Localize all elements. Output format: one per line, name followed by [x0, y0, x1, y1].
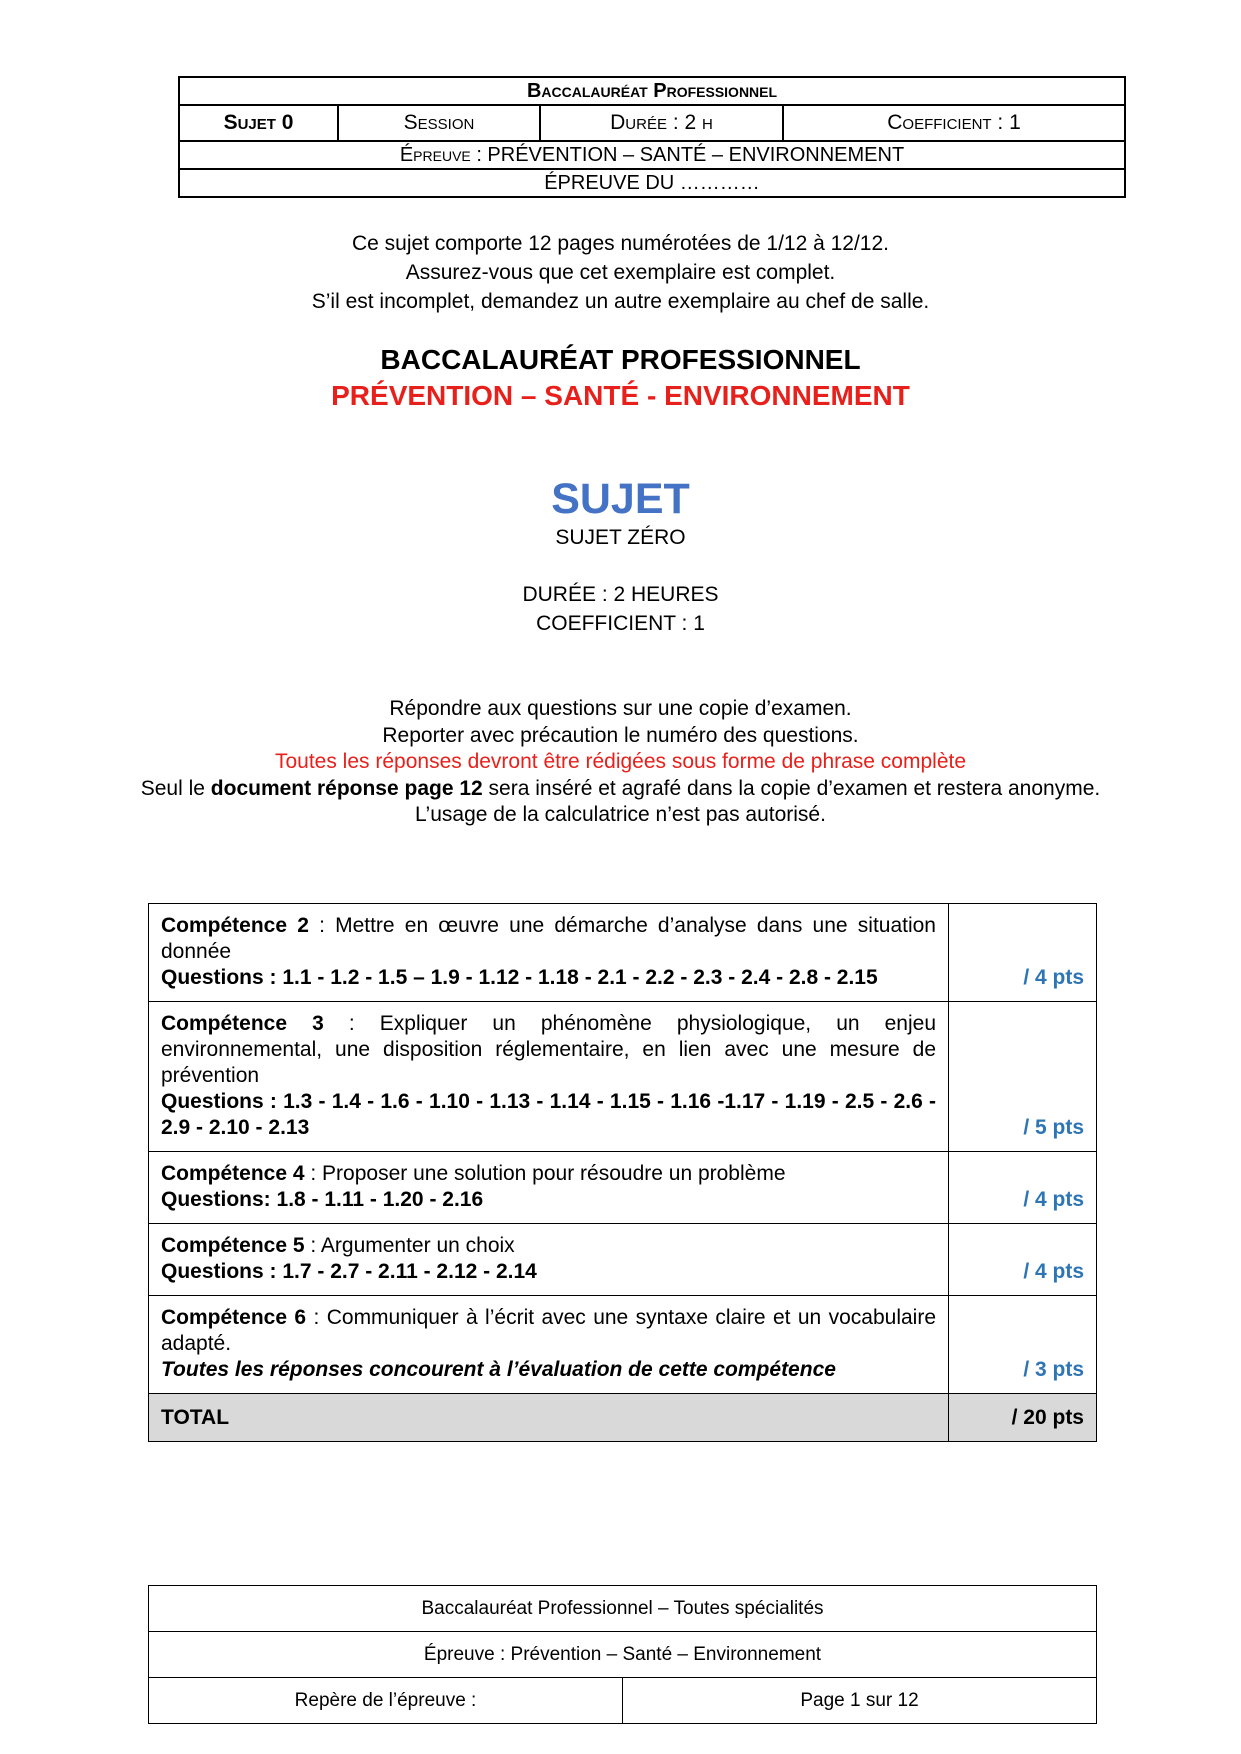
- instruction-line-2: Reporter avec précaution le numéro des questions.: [382, 723, 859, 747]
- competence-points: / 4 pts: [949, 1224, 1097, 1296]
- competence-row: [149, 1224, 1097, 1296]
- footer-table: [148, 1585, 1097, 1724]
- header-epreuve-value: : PRÉVENTION – SANTÉ – ENVIRONNEMENT: [470, 144, 905, 166]
- header-sujet: Sujet 0: [179, 105, 338, 141]
- competence-name: Compétence 2: [161, 914, 309, 937]
- title-bac: BACCALAURÉAT PROFESSIONNEL: [380, 344, 861, 375]
- header-coefficient: Coefficient : 1: [783, 105, 1125, 141]
- header-epreuve-du: ÉPREUVE DU …………: [179, 169, 1125, 197]
- competence-desc: [149, 1224, 949, 1296]
- instruction-line-4-post: sera inséré et agrafé dans la copie d’examen et restera anonyme.: [482, 776, 1101, 800]
- header-epreuve: [179, 141, 1125, 169]
- intro-line-3: S’il est incomplet, demandez un autre exemplaire au chef de salle.: [311, 290, 930, 313]
- instruction-line-4-pre: Seul le: [140, 776, 211, 800]
- header-duree: Durée : 2 h: [540, 105, 783, 141]
- competence-points: / 3 pts: [949, 1296, 1097, 1394]
- competence-name: Compétence 6: [161, 1306, 307, 1329]
- competence-name: Compétence 4: [161, 1162, 305, 1185]
- competence-text: : Proposer une solution pour résoudre un problème: [304, 1162, 786, 1185]
- competence-text: : Mettre en œuvre une démarche d’analyse dans une situation donnée: [161, 914, 936, 963]
- instruction-line-4: [121, 776, 1121, 803]
- competence-desc: [149, 1296, 949, 1394]
- competence-points: / 4 pts: [949, 1152, 1097, 1224]
- total-row: [149, 1394, 1097, 1442]
- intro-block: [0, 229, 1241, 316]
- competence-points: / 4 pts: [949, 904, 1097, 1002]
- header-title: Baccalauréat Professionnel: [179, 77, 1125, 105]
- sujet-zero: SUJET ZÉRO: [555, 526, 686, 549]
- header-session: Session: [338, 105, 540, 141]
- header-epreuve-label: Épreuve: [399, 144, 471, 166]
- competence-text: : Argumenter un choix: [304, 1234, 515, 1257]
- competence-desc: [149, 904, 949, 1002]
- instruction-document-reponse: document réponse page 12: [210, 776, 483, 800]
- instructions-block: [0, 696, 1241, 829]
- duree-heures: DURÉE : 2 HEURES: [522, 583, 719, 606]
- competence-questions: Questions : 1.3 - 1.4 - 1.6 - 1.10 - 1.13 - 1.14 - 1.15 - 1.16 -1.17 - 1.19 - 2.5 - 2.6 - 2.9 - 2.10 - 2.13: [161, 1090, 936, 1139]
- coefficient-line: COEFFICIENT : 1: [536, 612, 705, 635]
- instruction-line-5: L’usage de la calculatrice n’est pas autorisé.: [415, 803, 826, 826]
- competence-row: [149, 1152, 1097, 1224]
- competence-name: Compétence 5: [161, 1234, 305, 1257]
- competence-questions: Questions : 1.1 - 1.2 - 1.5 – 1.9 - 1.12 - 1.18 - 2.1 - 2.2 - 2.3 - 2.4 - 2.8 - 2.15: [161, 966, 878, 989]
- footer-repere: Repère de l’épreuve :: [149, 1678, 623, 1724]
- competence-name: Compétence 3: [161, 1012, 324, 1035]
- intro-line-2: Assurez-vous que cet exemplaire est complet.: [405, 261, 836, 284]
- competence-row: [149, 1002, 1097, 1152]
- total-points: / 20 pts: [949, 1394, 1097, 1442]
- competences-table: [148, 903, 1097, 1442]
- competence-row: [149, 1296, 1097, 1394]
- footer-epreuve: Épreuve : Prévention – Santé – Environnement: [149, 1632, 1097, 1678]
- total-label: TOTAL: [149, 1394, 949, 1442]
- footer-page-number: Page 1 sur 12: [623, 1678, 1097, 1724]
- competence-questions: Toutes les réponses concourent à l’évaluation de cette compétence: [161, 1358, 836, 1381]
- competence-desc: [149, 1152, 949, 1224]
- exam-header-table: [178, 76, 1126, 198]
- competence-questions: Questions: 1.8 - 1.11 - 1.20 - 2.16: [161, 1188, 484, 1211]
- competence-text: : Communiquer à l’écrit avec une syntaxe claire et un vocabulaire adapté.: [161, 1306, 937, 1355]
- competence-questions: Questions : 1.7 - 2.7 - 2.11 - 2.12 - 2.14: [161, 1260, 537, 1283]
- intro-line-1: Ce sujet comporte 12 pages numérotées de 1/12 à 12/12.: [351, 232, 890, 255]
- competence-text: : Expliquer un phénomène physiologique, un enjeu environnemental, une disposition réglementaire, en lien avec une mesure de prévention: [161, 1012, 937, 1087]
- competence-desc: [149, 1002, 949, 1152]
- title-pse: PRÉVENTION – SANTÉ - ENVIRONNEMENT: [331, 380, 910, 411]
- instruction-line-red: Toutes les réponses devront être rédigées sous forme de phrase complète: [274, 750, 967, 773]
- title-sujet: SUJET: [551, 475, 690, 523]
- footer-bac: Baccalauréat Professionnel – Toutes spécialités: [149, 1586, 1097, 1632]
- competence-row: [149, 904, 1097, 1002]
- competence-points: / 5 pts: [949, 1002, 1097, 1152]
- instruction-line-1: Répondre aux questions sur une copie d’examen.: [389, 697, 852, 720]
